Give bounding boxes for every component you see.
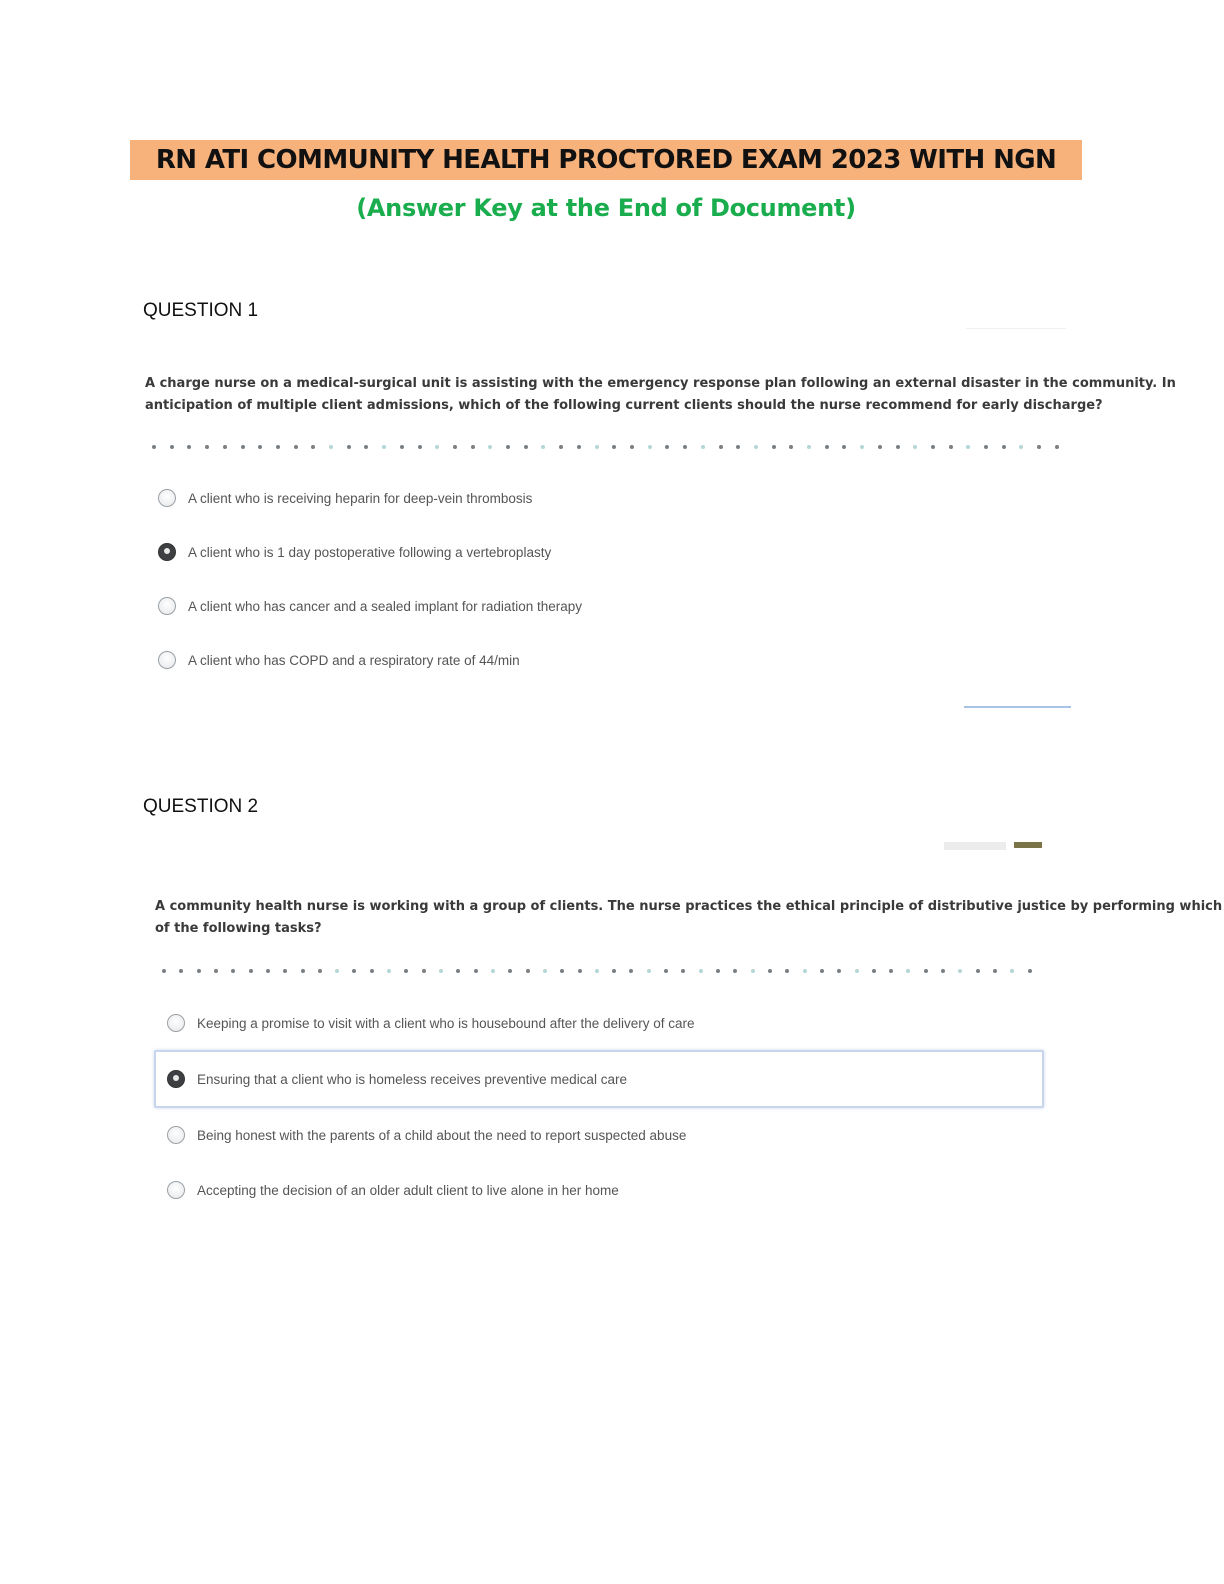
- progress-dot: [949, 445, 953, 449]
- question-1-option-b[interactable]: [158, 537, 551, 567]
- progress-dot: [231, 969, 235, 973]
- progress-dot: [699, 969, 703, 973]
- progress-dot: [241, 445, 245, 449]
- progress-dot: [370, 969, 374, 973]
- radio-selected-icon[interactable]: [158, 543, 176, 561]
- progress-dot: [453, 445, 457, 449]
- page-title: RN ATI COMMUNITY HEALTH PROCTORED EXAM 2023 WITH NGN: [155, 145, 1057, 175]
- progress-dot: [435, 445, 439, 449]
- progress-dot: [491, 969, 495, 973]
- progress-dot: [488, 445, 492, 449]
- divider: [966, 328, 1066, 329]
- option-text: Accepting the decision of an older adult client to live alone in her home: [197, 1182, 619, 1198]
- progress-dot: [768, 969, 772, 973]
- progress-dot: [664, 969, 668, 973]
- progress-dot: [294, 445, 298, 449]
- option-text: A client who has COPD and a respiratory rate of 44/min: [188, 652, 520, 668]
- progress-dot: [205, 445, 209, 449]
- progress-dot: [283, 969, 287, 973]
- progress-dot: [754, 445, 758, 449]
- question-2-option-a[interactable]: [167, 1008, 695, 1038]
- progress-dot: [524, 445, 528, 449]
- progress-dot: [630, 445, 634, 449]
- radio-unselected-icon[interactable]: [158, 489, 176, 507]
- progress-dot: [1019, 445, 1023, 449]
- question-2-stem-line-2: of the following tasks?: [155, 921, 322, 936]
- radio-unselected-icon[interactable]: [167, 1181, 185, 1199]
- progress-dot: [803, 969, 807, 973]
- question-2-option-d[interactable]: [167, 1175, 619, 1205]
- progress-dot: [422, 969, 426, 973]
- question-1-stem-line-2: anticipation of multiple client admissions, which of the following current clients should the nurse recommend for early discharge?: [145, 398, 1103, 413]
- progress-dot: [837, 969, 841, 973]
- question-2-label: QUESTION 2: [143, 796, 259, 817]
- progress-dot: [976, 969, 980, 973]
- progress-dot: [1002, 445, 1006, 449]
- question-1-stem-line-1: A charge nurse on a medical-surgical unit is assisting with the emergency response plan following an external disaster in the community. In: [145, 376, 1176, 391]
- progress-dot: [318, 969, 322, 973]
- progress-dot: [958, 969, 962, 973]
- progress-dot: [966, 445, 970, 449]
- progress-dot: [1010, 969, 1014, 973]
- progress-dot: [924, 969, 928, 973]
- progress-dot: [941, 969, 945, 973]
- progress-dot: [187, 445, 191, 449]
- progress-dot: [404, 969, 408, 973]
- progress-dot: [629, 969, 633, 973]
- progress-dot: [508, 969, 512, 973]
- progress-dot: [439, 969, 443, 973]
- progress-dot: [825, 445, 829, 449]
- question-1-option-c[interactable]: [158, 591, 582, 621]
- question-2-option-b[interactable]: [167, 1064, 627, 1094]
- progress-dot: [456, 969, 460, 973]
- question-1-label: QUESTION 1: [143, 300, 259, 321]
- progress-dot: [301, 969, 305, 973]
- progress-dot: [578, 969, 582, 973]
- progress-dot: [559, 445, 563, 449]
- option-text: A client who is 1 day postoperative following a vertebroplasty: [188, 544, 552, 560]
- progress-dot: [807, 445, 811, 449]
- progress-dot: [276, 445, 280, 449]
- progress-dot: [913, 445, 917, 449]
- question-1-option-a[interactable]: [158, 483, 532, 513]
- progress-dot: [733, 969, 737, 973]
- progress-dot: [984, 445, 988, 449]
- screenshot-edge-line: [964, 706, 1071, 708]
- progress-dot: [842, 445, 846, 449]
- progress-dot: [577, 445, 581, 449]
- progress-dot: [1028, 969, 1032, 973]
- progress-dot: [266, 969, 270, 973]
- progress-dot: [152, 445, 156, 449]
- radio-selected-icon[interactable]: [167, 1070, 185, 1088]
- progress-dot: [543, 969, 547, 973]
- progress-dot: [772, 445, 776, 449]
- option-text: Being honest with the parents of a child about the need to report suspected abuse: [197, 1127, 687, 1143]
- progress-dot: [506, 445, 510, 449]
- progress-dot: [1037, 445, 1041, 449]
- progress-dot: [789, 445, 793, 449]
- question-progress-dots: [152, 442, 1059, 452]
- progress-dot: [931, 445, 935, 449]
- progress-dot: [716, 969, 720, 973]
- progress-dot: [860, 445, 864, 449]
- question-2-option-c[interactable]: [167, 1120, 686, 1150]
- progress-dot: [701, 445, 705, 449]
- option-text: Ensuring that a client who is homeless receives preventive medical care: [197, 1071, 627, 1087]
- progress-dot: [612, 969, 616, 973]
- progress-dot: [1055, 445, 1059, 449]
- progress-dot: [681, 969, 685, 973]
- progress-dot: [683, 445, 687, 449]
- progress-dot: [665, 445, 669, 449]
- progress-dot: [471, 445, 475, 449]
- progress-dot: [387, 969, 391, 973]
- option-text: A client who has cancer and a sealed implant for radiation therapy: [188, 598, 582, 614]
- option-text: A client who is receiving heparin for deep-vein thrombosis: [188, 490, 533, 506]
- progress-dot: [347, 445, 351, 449]
- progress-dot: [993, 969, 997, 973]
- progress-dot: [418, 445, 422, 449]
- progress-dot: [878, 445, 882, 449]
- progress-dot: [223, 445, 227, 449]
- progress-dot: [595, 445, 599, 449]
- question-progress-dots: [162, 966, 1032, 976]
- question-1-option-d[interactable]: [158, 645, 520, 675]
- progress-dot: [612, 445, 616, 449]
- progress-dot: [889, 969, 893, 973]
- progress-dot: [560, 969, 564, 973]
- progress-dot: [400, 445, 404, 449]
- progress-dot: [329, 445, 333, 449]
- progress-dot: [214, 969, 218, 973]
- option-text: Keeping a promise to visit with a client who is housebound after the delivery of care: [197, 1015, 695, 1031]
- progress-dot: [736, 445, 740, 449]
- progress-dot: [197, 969, 201, 973]
- progress-dot: [364, 445, 368, 449]
- progress-dot: [311, 445, 315, 449]
- progress-dot: [785, 969, 789, 973]
- radio-unselected-icon[interactable]: [158, 651, 176, 669]
- progress-dot: [896, 445, 900, 449]
- faded-toolbar-bar: [944, 842, 1006, 850]
- progress-dot: [352, 969, 356, 973]
- page-subtitle: (Answer Key at the End of Document): [356, 194, 856, 222]
- progress-dot: [162, 969, 166, 973]
- progress-dot: [820, 969, 824, 973]
- progress-dot: [249, 969, 253, 973]
- progress-dot: [179, 969, 183, 973]
- progress-dot: [719, 445, 723, 449]
- question-2-stem-line-1: A community health nurse is working with a group of clients. The nurse practices the ethical principle of distributive justice by performing which: [155, 899, 1223, 914]
- progress-dot: [382, 445, 386, 449]
- progress-dot: [648, 445, 652, 449]
- radio-unselected-icon[interactable]: [167, 1014, 185, 1032]
- progress-dot: [526, 969, 530, 973]
- progress-dot: [595, 969, 599, 973]
- progress-dot: [647, 969, 651, 973]
- progress-dot: [541, 445, 545, 449]
- progress-dot: [872, 969, 876, 973]
- progress-dot: [906, 969, 910, 973]
- progress-dot: [170, 445, 174, 449]
- progress-dot: [474, 969, 478, 973]
- faded-toolbar-icon: [1014, 842, 1042, 848]
- title-highlight: [130, 140, 1082, 180]
- radio-unselected-icon[interactable]: [158, 597, 176, 615]
- radio-unselected-icon[interactable]: [167, 1126, 185, 1144]
- progress-dot: [751, 969, 755, 973]
- progress-dot: [335, 969, 339, 973]
- progress-dot: [855, 969, 859, 973]
- progress-dot: [258, 445, 262, 449]
